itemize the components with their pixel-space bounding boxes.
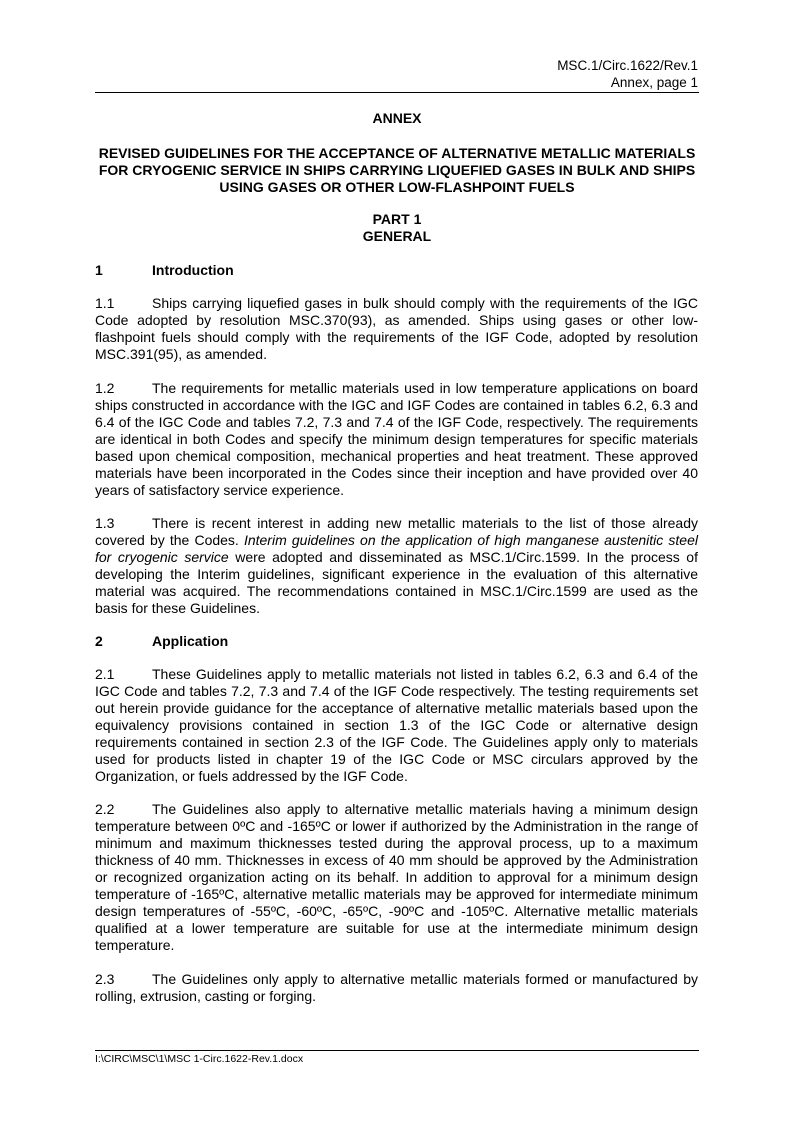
paragraph-number: 2.2: [95, 801, 115, 817]
paragraph-number: 2.3: [95, 971, 115, 987]
paragraph-italic-title: Interim guidelines on the application of high manganese austenitic steel for cryogenic service: [95, 532, 698, 565]
paragraph-number: 1.1: [95, 295, 115, 311]
paragraph-number: 1.3: [95, 515, 115, 531]
section-number: 1: [95, 262, 103, 278]
paragraph-1-1: [95, 295, 698, 363]
paragraph-number: 1.2: [95, 380, 115, 396]
section-heading-introduction: [95, 262, 234, 279]
footer-file-path: I:\CIRC\MSC\1\MSC 1-Circ.1622-Rev.1.docx: [95, 1053, 304, 1065]
paragraph-text: Ships carrying liquefied gases in bulk should comply with the requirements of the IGC Code adopted by resolution MSC.370(93), as amended. Ships using gases or other low-flashpoint fuels should comply with the requirements of the IGF Code, adopted by resolution MSC.391(95), as amended.: [95, 295, 698, 362]
paragraph-1-3: [95, 515, 698, 617]
section-title: Introduction: [152, 262, 234, 278]
part-label: PART 1: [372, 211, 422, 227]
section-title: Application: [152, 633, 229, 649]
paragraph-number: 2.1: [95, 666, 115, 682]
paragraph-1-2: [95, 380, 698, 499]
paragraph-text: These Guidelines apply to metallic materials not listed in tables 6.2, 6.3 and 6.4 of the IGC Code and tables 7.2, 7.3 and 7.4 of the IGF Code respectively. The testing requirements set out herein provide guidance for the acceptance of alternative metallic materials based upon the equivalency provisions contained in section 1.3 of the IGC Code or alternative design requirements contained in section 2.3 of the IGF Code. The Guidelines apply only to materials used for products listed in chapter 19 of the IGC Code or MSC circulars approved by the Organization, or fuels addressed by the IGF Code.: [95, 666, 698, 784]
paragraph-2-2: [95, 801, 698, 954]
header-reference: MSC.1/Circ.1622/Rev.1: [557, 58, 698, 73]
paragraph-text: The requirements for metallic materials used in low temperature applications on board ships constructed in accordance with the IGC and IGF Codes are contained in tables 6.2, 6.3 and 6.4 of the IGC Code and tables 7.2, 7.3 and 7.4 of the IGF Code, respectively. The requirements are identical in both Codes and specify the minimum design temperatures for specific materials based upon chemical composition, mechanical properties and heat treatment. These approved materials have been incorporated in the Codes since their inception and have provided over 40 years of satisfactory service experience.: [95, 380, 698, 498]
annex-title: ANNEX: [372, 110, 422, 126]
paragraph-text: There is recent interest in adding new metallic materials to the list of those already covered by the Codes.: [95, 515, 698, 548]
paragraph-text: The Guidelines also apply to alternative metallic materials having a minimum design temperature between 0ºC and -165ºC or lower if authorized by the Administration in the range of minimum and maximum thicknesses tested during the approval process, up to a maximum thickness of 40 mm. Thicknesses in excess of 40 mm should be approved by the Administration or recognized organization acting on its behalf. In addition to approval for a minimum design temperature of -165ºC, alternative metallic materials may be approved for intermediate minimum design temperatures of -55ºC, -60ºC, -65ºC, -90ºC and -105ºC. Alternative metallic materials qualified at a lower temperature are suitable for use at the intermediate minimum design temperature.: [95, 801, 698, 953]
paragraph-2-3: [95, 971, 698, 1005]
paragraph-text-cont: were adopted and disseminated as MSC.1/Circ.1599. In the process of developing the Interim guidelines, significant experience in the evaluation of this alternative material was acquired. The recommendations contained in MSC.1/Circ.1599 are used as the basis for these Guidelines.: [95, 549, 698, 616]
section-heading-application: [95, 633, 228, 650]
paragraph-text: The Guidelines only apply to alternative metallic materials formed or manufactured by rolling, extrusion, casting or forging.: [95, 971, 698, 1004]
header-page-label: Annex, page 1: [610, 75, 698, 90]
paragraph-2-1: [95, 666, 698, 785]
section-number: 2: [95, 633, 103, 649]
footer-rule: [95, 1050, 699, 1051]
header-rule: [95, 92, 699, 93]
part-title: GENERAL: [362, 228, 432, 244]
main-title: REVISED GUIDELINES FOR THE ACCEPTANCE OF ALTERNATIVE METALLIC MATERIALS FOR CRYOGENIC SERVICE IN SHIPS CARRYING LIQUEFIED GASES IN BULK AND SHIPS USING GASES OR OTHER LOW-FLASHPOINT FUELS: [98, 145, 696, 195]
